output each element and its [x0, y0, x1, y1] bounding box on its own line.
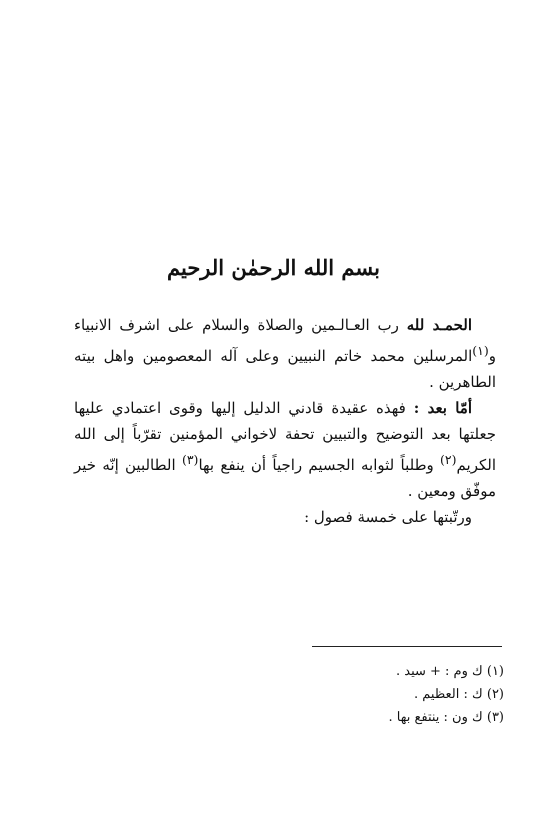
paragraph-praise-lead: الحمـد لله — [406, 316, 472, 334]
footnote-2: (٢) ك : العظيم . — [414, 687, 504, 702]
paragraph-chapters: ورتّبتها على خمسة فصول : — [304, 508, 472, 526]
paragraph-intro-text-b: وطلباً لثوابه الجسيم راجياً أن ينفع بها — [198, 456, 441, 474]
footnote-divider — [312, 646, 502, 647]
paragraph-intro-text-c: الطالبين إنّه خير موفّق ومعين . — [74, 456, 496, 500]
footnote-1: (١) ك وم : + سيد . — [395, 664, 504, 679]
footnote-marker-2: (٢) — [440, 452, 457, 467]
footnotes — [74, 660, 504, 729]
footnote-3: (٣) ك ون : ينتفع بها . — [388, 710, 504, 725]
basmala-heading: بسم الله الرحمٰن الرحيم — [167, 255, 380, 280]
footnote-marker-3: (٣) — [181, 452, 199, 467]
paragraph-intro — [74, 395, 496, 504]
footnote-marker-1: (١) — [472, 343, 489, 358]
paragraph-praise — [74, 312, 496, 395]
paragraph-praise-text-cont: المرسلين محمد خاتم النبيين وعلى آله المعصومين واهل بيته الطاهرين . — [74, 347, 496, 391]
paragraph-intro-text-a: فهذه عقيدة قادني الدليل إليها وقوى اعتمادي عليها جعلتها بعد التوضيح والتبيين تحفة لاخواني المؤمنين تقرّباً إلى الله الكريم — [74, 399, 496, 474]
body-text — [74, 312, 496, 530]
paragraph-intro-lead: أمّا بعد : — [413, 399, 473, 417]
paragraph-praise-text: رب العـالـمين والصلاة والسلام على اشرف الانبياء و — [74, 316, 496, 365]
